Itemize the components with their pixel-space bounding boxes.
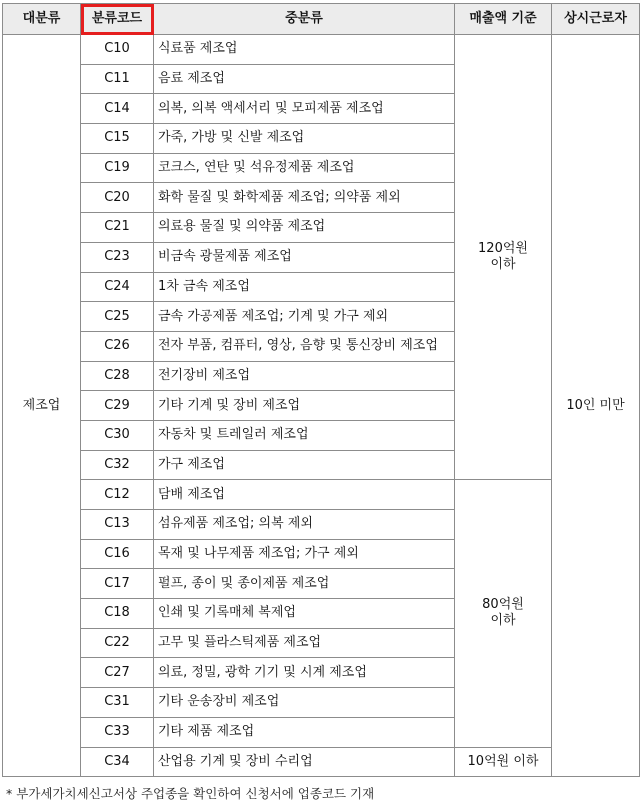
middle-category-cell: 기타 운송장비 제조업 <box>154 688 455 718</box>
code-cell: C13 <box>81 510 154 540</box>
code-cell: C25 <box>81 302 154 332</box>
middle-category-cell: 가죽, 가방 및 신발 제조업 <box>154 124 455 154</box>
middle-category-cell: 식료품 제조업 <box>154 35 455 65</box>
middle-category-cell: 의복, 의복 액세서리 및 모피제품 제조업 <box>154 94 455 124</box>
header-major-category: 대분류 <box>3 4 81 35</box>
code-cell: C12 <box>81 480 154 510</box>
header-middle-category: 중분류 <box>154 4 455 35</box>
middle-category-cell: 1차 금속 제조업 <box>154 272 455 302</box>
sales-criteria-cell <box>455 480 552 747</box>
middle-category-cell: 가구 제조업 <box>154 450 455 480</box>
sales-criteria-line: 80억원 <box>482 597 524 613</box>
regular-workers-cell: 10인 미만 <box>552 35 640 777</box>
middle-category-cell: 의료용 물질 및 의약품 제조업 <box>154 213 455 243</box>
code-cell: C14 <box>81 94 154 124</box>
code-cell: C24 <box>81 272 154 302</box>
middle-category-cell: 금속 가공제품 제조업; 기계 및 가구 제외 <box>154 302 455 332</box>
sales-criteria-line: 120억원 <box>478 241 528 257</box>
middle-category-cell: 전기장비 제조업 <box>154 361 455 391</box>
code-cell: C23 <box>81 242 154 272</box>
footnote: * 부가세가치세신고서상 주업종을 확인하여 신청서에 업종코드 기재 <box>6 786 375 801</box>
code-cell: C19 <box>81 153 154 183</box>
code-cell: C16 <box>81 539 154 569</box>
code-cell: C11 <box>81 64 154 94</box>
middle-category-cell: 전자 부품, 컴퓨터, 영상, 음향 및 통신장비 제조업 <box>154 331 455 361</box>
middle-category-cell: 비금속 광물제품 제조업 <box>154 242 455 272</box>
code-cell: C29 <box>81 391 154 421</box>
header-sales-criteria: 매출액 기준 <box>455 4 552 35</box>
code-cell: C22 <box>81 628 154 658</box>
middle-category-cell: 산업용 기계 및 장비 수리업 <box>154 747 455 777</box>
code-cell: C28 <box>81 361 154 391</box>
sales-criteria-line: 이하 <box>490 613 516 629</box>
code-cell: C17 <box>81 569 154 599</box>
middle-category-cell: 화학 물질 및 화학제품 제조업; 의약품 제외 <box>154 183 455 213</box>
code-cell: C33 <box>81 717 154 747</box>
middle-category-cell: 코크스, 연탄 및 석유정제품 제조업 <box>154 153 455 183</box>
code-cell: C30 <box>81 420 154 450</box>
middle-category-cell: 섬유제품 제조업; 의복 제외 <box>154 510 455 540</box>
sales-criteria-cell <box>455 747 552 777</box>
middle-category-cell: 기타 제품 제조업 <box>154 717 455 747</box>
middle-category-cell: 의료, 정밀, 광학 기기 및 시계 제조업 <box>154 658 455 688</box>
code-cell: C32 <box>81 450 154 480</box>
header-classification-code: 분류코드 <box>81 4 154 35</box>
code-cell: C10 <box>81 35 154 65</box>
major-category-cell: 제조업 <box>3 35 81 777</box>
table-row <box>3 480 640 510</box>
sales-criteria-line: 이하 <box>490 257 516 273</box>
sales-criteria-line: 10억원 이하 <box>467 753 539 769</box>
middle-category-cell: 음료 제조업 <box>154 64 455 94</box>
middle-category-cell: 기타 기계 및 장비 제조업 <box>154 391 455 421</box>
middle-category-cell: 목재 및 나무제품 제조업; 가구 제외 <box>154 539 455 569</box>
code-cell: C27 <box>81 658 154 688</box>
middle-category-cell: 자동차 및 트레일러 제조업 <box>154 420 455 450</box>
sales-criteria-cell <box>455 35 552 480</box>
code-cell: C20 <box>81 183 154 213</box>
middle-category-cell: 담배 제조업 <box>154 480 455 510</box>
middle-category-cell: 인쇄 및 기록매체 복제업 <box>154 599 455 629</box>
code-cell: C18 <box>81 599 154 629</box>
table-row <box>3 747 640 777</box>
table-row <box>3 35 640 65</box>
industry-classification-table <box>2 3 640 777</box>
code-cell: C34 <box>81 747 154 777</box>
code-cell: C26 <box>81 331 154 361</box>
middle-category-cell: 펄프, 종이 및 종이제품 제조업 <box>154 569 455 599</box>
code-cell: C15 <box>81 124 154 154</box>
header-regular-workers: 상시근로자 <box>552 4 640 35</box>
code-cell: C21 <box>81 213 154 243</box>
middle-category-cell: 고무 및 플라스틱제품 제조업 <box>154 628 455 658</box>
code-cell: C31 <box>81 688 154 718</box>
